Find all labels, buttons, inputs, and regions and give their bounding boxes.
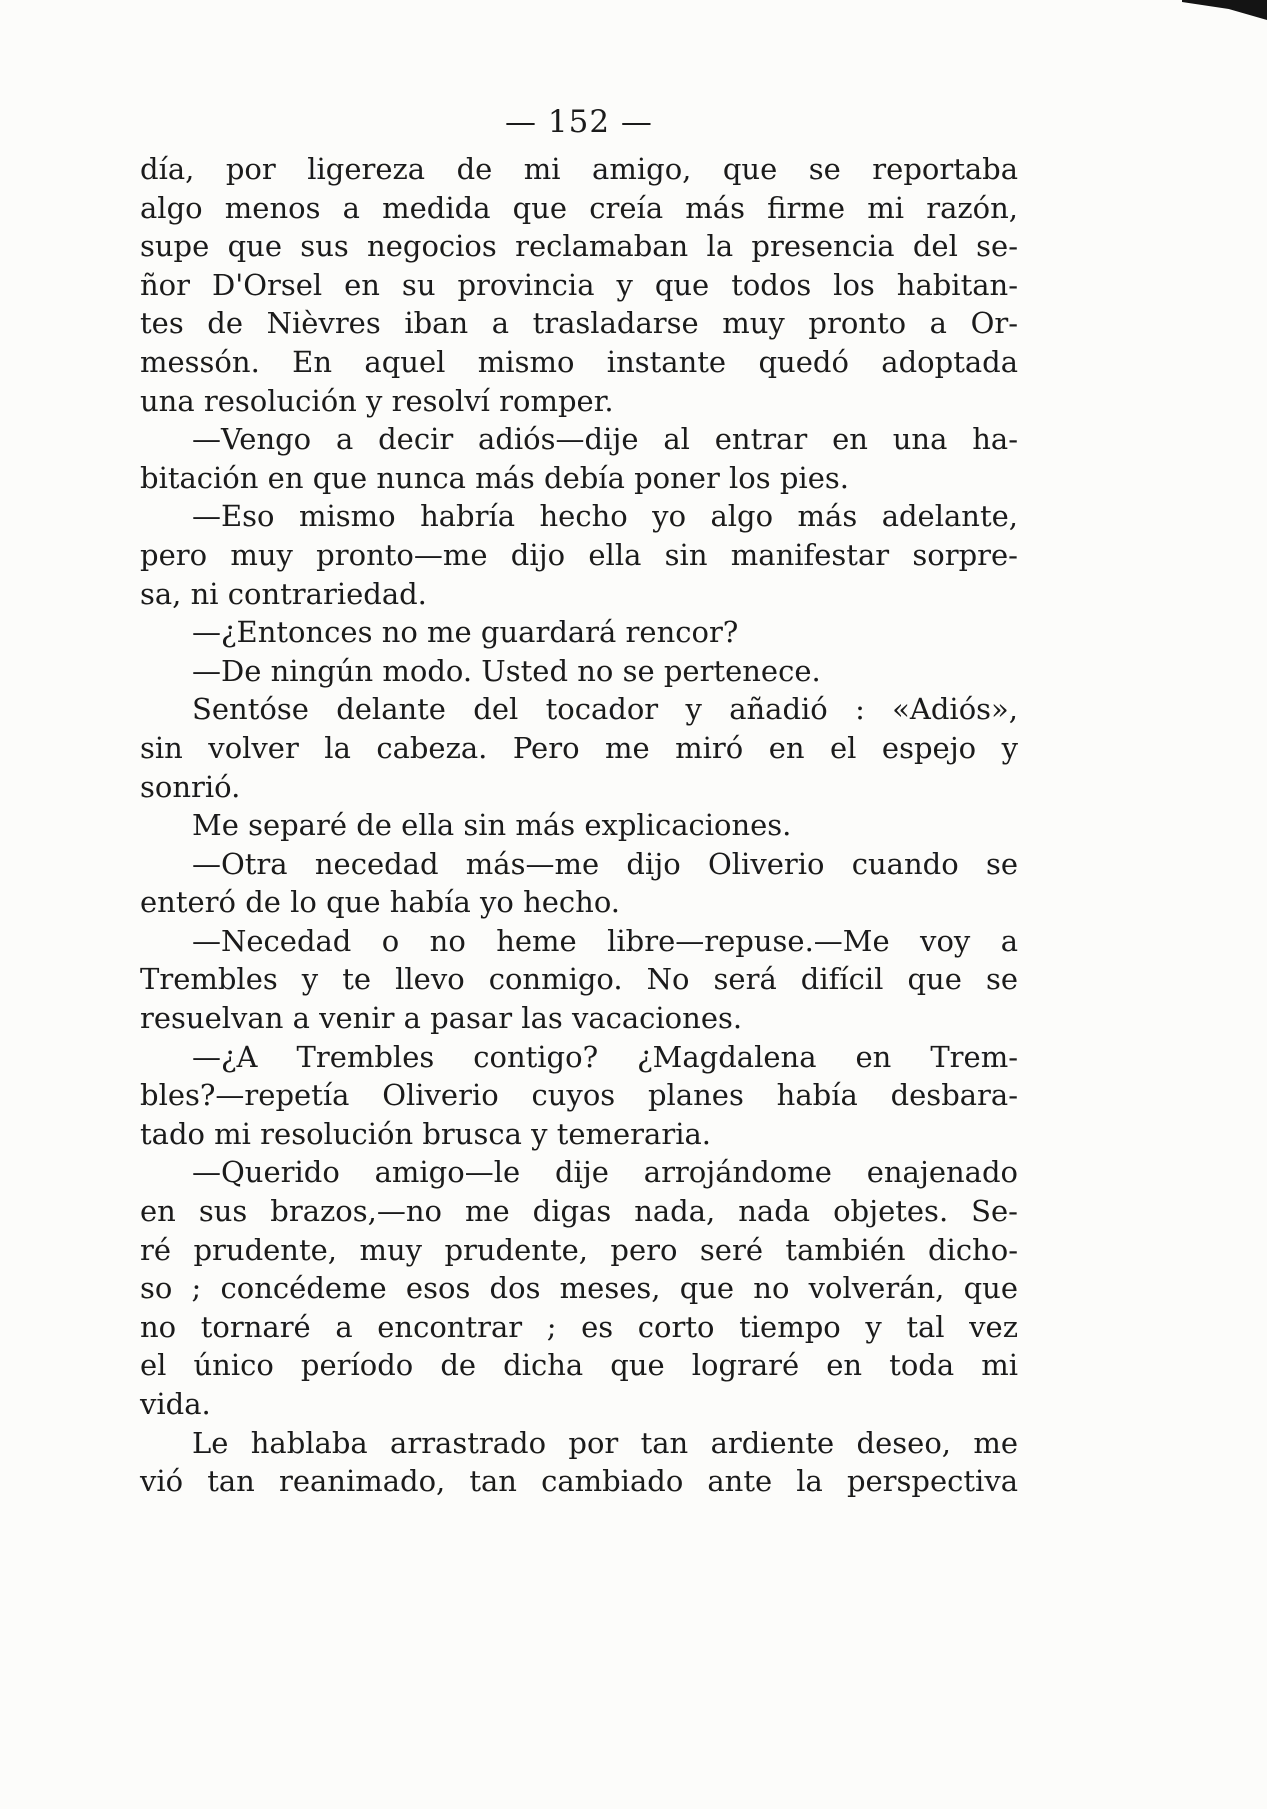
text-line: —Necedad o no heme libre—repuse.—Me voy a — [192, 923, 1018, 958]
text-line: Sentóse delante del tocador y añadió : «Adiós», — [192, 692, 1018, 727]
text-line: bles?—repetía Oliverio cuyos planes había desbara- — [140, 1078, 1018, 1113]
text-line: Le hablaba arrastrado por tan ardiente deseo, me — [192, 1425, 1018, 1460]
text-line: —¿Entonces no me guardará rencor? — [192, 615, 739, 650]
text-line: messón. En aquel mismo instante quedó adoptada — [140, 344, 1018, 379]
text-line: no tornaré a encontrar ; es corto tiempo y tal vez — [140, 1309, 1018, 1344]
text-line: en sus brazos,—no me digas nada, nada objetes. Se- — [140, 1194, 1018, 1229]
text-line: —¿A Trembles contigo? ¿Magdalena en Trem- — [192, 1039, 1018, 1074]
text-line: so ; concédeme esos dos meses, que no volverán, que — [140, 1271, 1018, 1306]
text-line: tes de Nièvres iban a trasladarse muy pronto a Or- — [140, 306, 1018, 341]
text-line: una resolución y resolví romper. — [140, 383, 614, 418]
text-line: sin volver la cabeza. Pero me miró en el espejo y — [140, 730, 1018, 765]
text-line: resuelvan a venir a pasar las vacaciones. — [140, 1001, 743, 1036]
text-line: Me separé de ella sin más explicaciones. — [192, 808, 792, 843]
text-line: enteró de lo que había yo hecho. — [140, 885, 621, 920]
page-number: — 152 — — [505, 104, 653, 140]
text-line: —Querido amigo—le dije arrojándome enajenado — [192, 1155, 1018, 1190]
text-line: tado mi resolución brusca y temeraria. — [140, 1116, 711, 1151]
text-line: vida. — [140, 1387, 211, 1421]
text-line: algo menos a medida que creía más firme mi razón, — [140, 190, 1018, 225]
text-line: —Eso mismo habría hecho yo algo más adelante, — [192, 499, 1018, 534]
text-line: vió tan reanimado, tan cambiado ante la perspectiva — [140, 1464, 1018, 1499]
text-line: pero muy pronto—me dijo ella sin manifestar sorpre- — [140, 537, 1018, 572]
scan-artifact-top-right — [1182, 0, 1267, 20]
text-line: —De ningún modo. Usted no se pertenece. — [192, 653, 821, 688]
text-line: bitación en que nunca más debía poner los pies. — [140, 460, 849, 495]
text-line: ré prudente, muy prudente, pero seré también dicho- — [140, 1232, 1018, 1267]
text-line: Trembles y te llevo conmigo. No será difícil que se — [140, 962, 1018, 997]
text-line: supe que sus negocios reclamaban la presencia del se- — [140, 229, 1018, 264]
text-line: ñor D'Orsel en su provincia y que todos los habitan- — [140, 267, 1018, 302]
text-line: sa, ni contrariedad. — [140, 576, 427, 611]
text-line: —Otra necedad más—me dijo Oliverio cuando se — [192, 846, 1018, 881]
text-line: sonrió. — [140, 769, 241, 804]
text-line: —Vengo a decir adiós—dije al entrar en una ha- — [192, 422, 1018, 457]
text-line: día, por ligereza de mi amigo, que se reportaba — [140, 152, 1018, 186]
body-text — [140, 150, 1018, 1501]
text-line: el único período de dicha que lograré en toda mi — [140, 1348, 1018, 1383]
